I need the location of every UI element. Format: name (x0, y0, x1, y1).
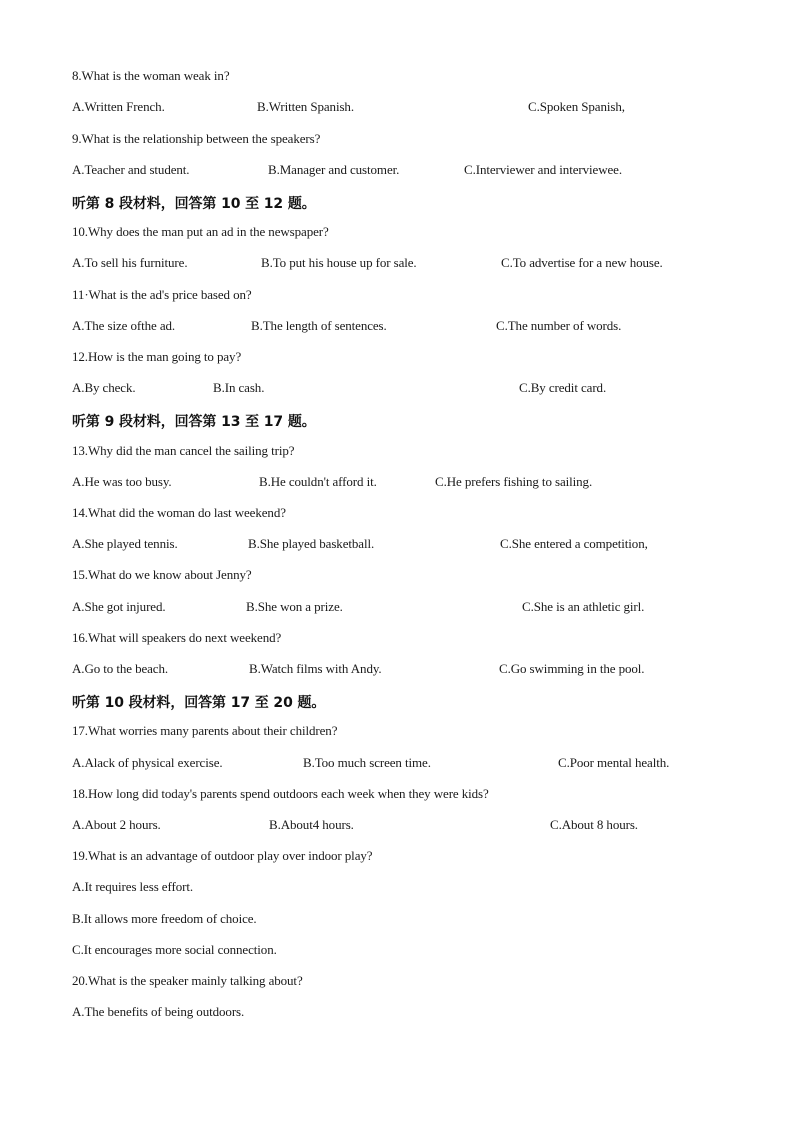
option-c: C.About 8 hours. (550, 817, 638, 832)
option-b: B.In cash. (213, 380, 265, 395)
question-18-stem: 18.How long did today's parents spend outdoors each week when they were kids? (72, 786, 489, 801)
option-b: B.He couldn't afford it. (259, 474, 377, 489)
option-a: A.Go to the beach. (72, 661, 169, 676)
option-a: A.She played tennis. (72, 536, 178, 551)
section-heading-8: 听第 8 段材料，回答第 10 至 12 题。 (72, 196, 316, 212)
option-b: B.Manager and customer. (268, 162, 400, 177)
option-b: B.About4 hours. (269, 817, 354, 832)
option-b: B.She played basketball. (248, 536, 375, 551)
option-c: C.By credit card. (519, 380, 607, 395)
option-a: A.About 2 hours. (72, 817, 161, 832)
question-12-stem: 12.How is the man going to pay? (72, 349, 242, 364)
option-c: C.She entered a competition, (500, 536, 648, 551)
question-11-stem: 11·What is the ad's price based on? (72, 287, 252, 302)
question-20-stem: 20.What is the speaker mainly talking about? (72, 973, 303, 988)
section-heading-10: 听第 10 段材料，回答第 17 至 20 题。 (72, 695, 326, 711)
option-a: A.He was too busy. (72, 474, 172, 489)
question-19-option-c: C.It encourages more social connection. (72, 942, 277, 957)
question-9-stem: 9.What is the relationship between the speakers? (72, 131, 321, 146)
option-c: C.She is an athletic girl. (522, 599, 645, 614)
option-b: B.She won a prize. (246, 599, 343, 614)
option-c: C.Spoken Spanish, (528, 99, 625, 114)
option-a: A.The size ofthe ad. (72, 318, 176, 333)
question-13-stem: 13.Why did the man cancel the sailing trip? (72, 443, 295, 458)
question-16-stem: 16.What will speakers do next weekend? (72, 630, 282, 645)
question-10-stem: 10.Why does the man put an ad in the newspaper? (72, 224, 329, 239)
option-a: A.She got injured. (72, 599, 166, 614)
question-20-option-a: A.The benefits of being outdoors. (72, 1004, 245, 1019)
option-b: B.Too much screen time. (303, 755, 431, 770)
option-a: A.To sell his furniture. (72, 255, 188, 270)
option-a: A.Alack of physical exercise. (72, 755, 223, 770)
question-15-stem: 15.What do we know about Jenny? (72, 567, 252, 582)
option-b: B.Written Spanish. (257, 99, 354, 114)
option-c: C.To advertise for a new house. (501, 255, 663, 270)
option-b: B.Watch films with Andy. (249, 661, 382, 676)
question-17-stem: 17.What worries many parents about their children? (72, 723, 338, 738)
question-19-option-a: A.It requires less effort. (72, 879, 193, 894)
option-c: C.The number of words. (496, 318, 622, 333)
section-heading-9: 听第 9 段材料，回答第 13 至 17 题。 (72, 414, 316, 430)
option-c: C.Poor mental health. (558, 755, 670, 770)
question-19-stem: 19.What is an advantage of outdoor play over indoor play? (72, 848, 373, 863)
option-c: C.Go swimming in the pool. (499, 661, 645, 676)
option-c: C.He prefers fishing to sailing. (435, 474, 593, 489)
question-19-option-b: B.It allows more freedom of choice. (72, 911, 257, 926)
option-a: A.Written French. (72, 99, 165, 114)
option-b: B.To put his house up for sale. (261, 255, 417, 270)
option-a: A.By check. (72, 380, 136, 395)
option-c: C.Interviewer and interviewee. (464, 162, 622, 177)
question-14-stem: 14.What did the woman do last weekend? (72, 505, 286, 520)
option-b: B.The length of sentences. (251, 318, 387, 333)
question-8-stem: 8.What is the woman weak in? (72, 68, 230, 83)
option-a: A.Teacher and student. (72, 162, 190, 177)
